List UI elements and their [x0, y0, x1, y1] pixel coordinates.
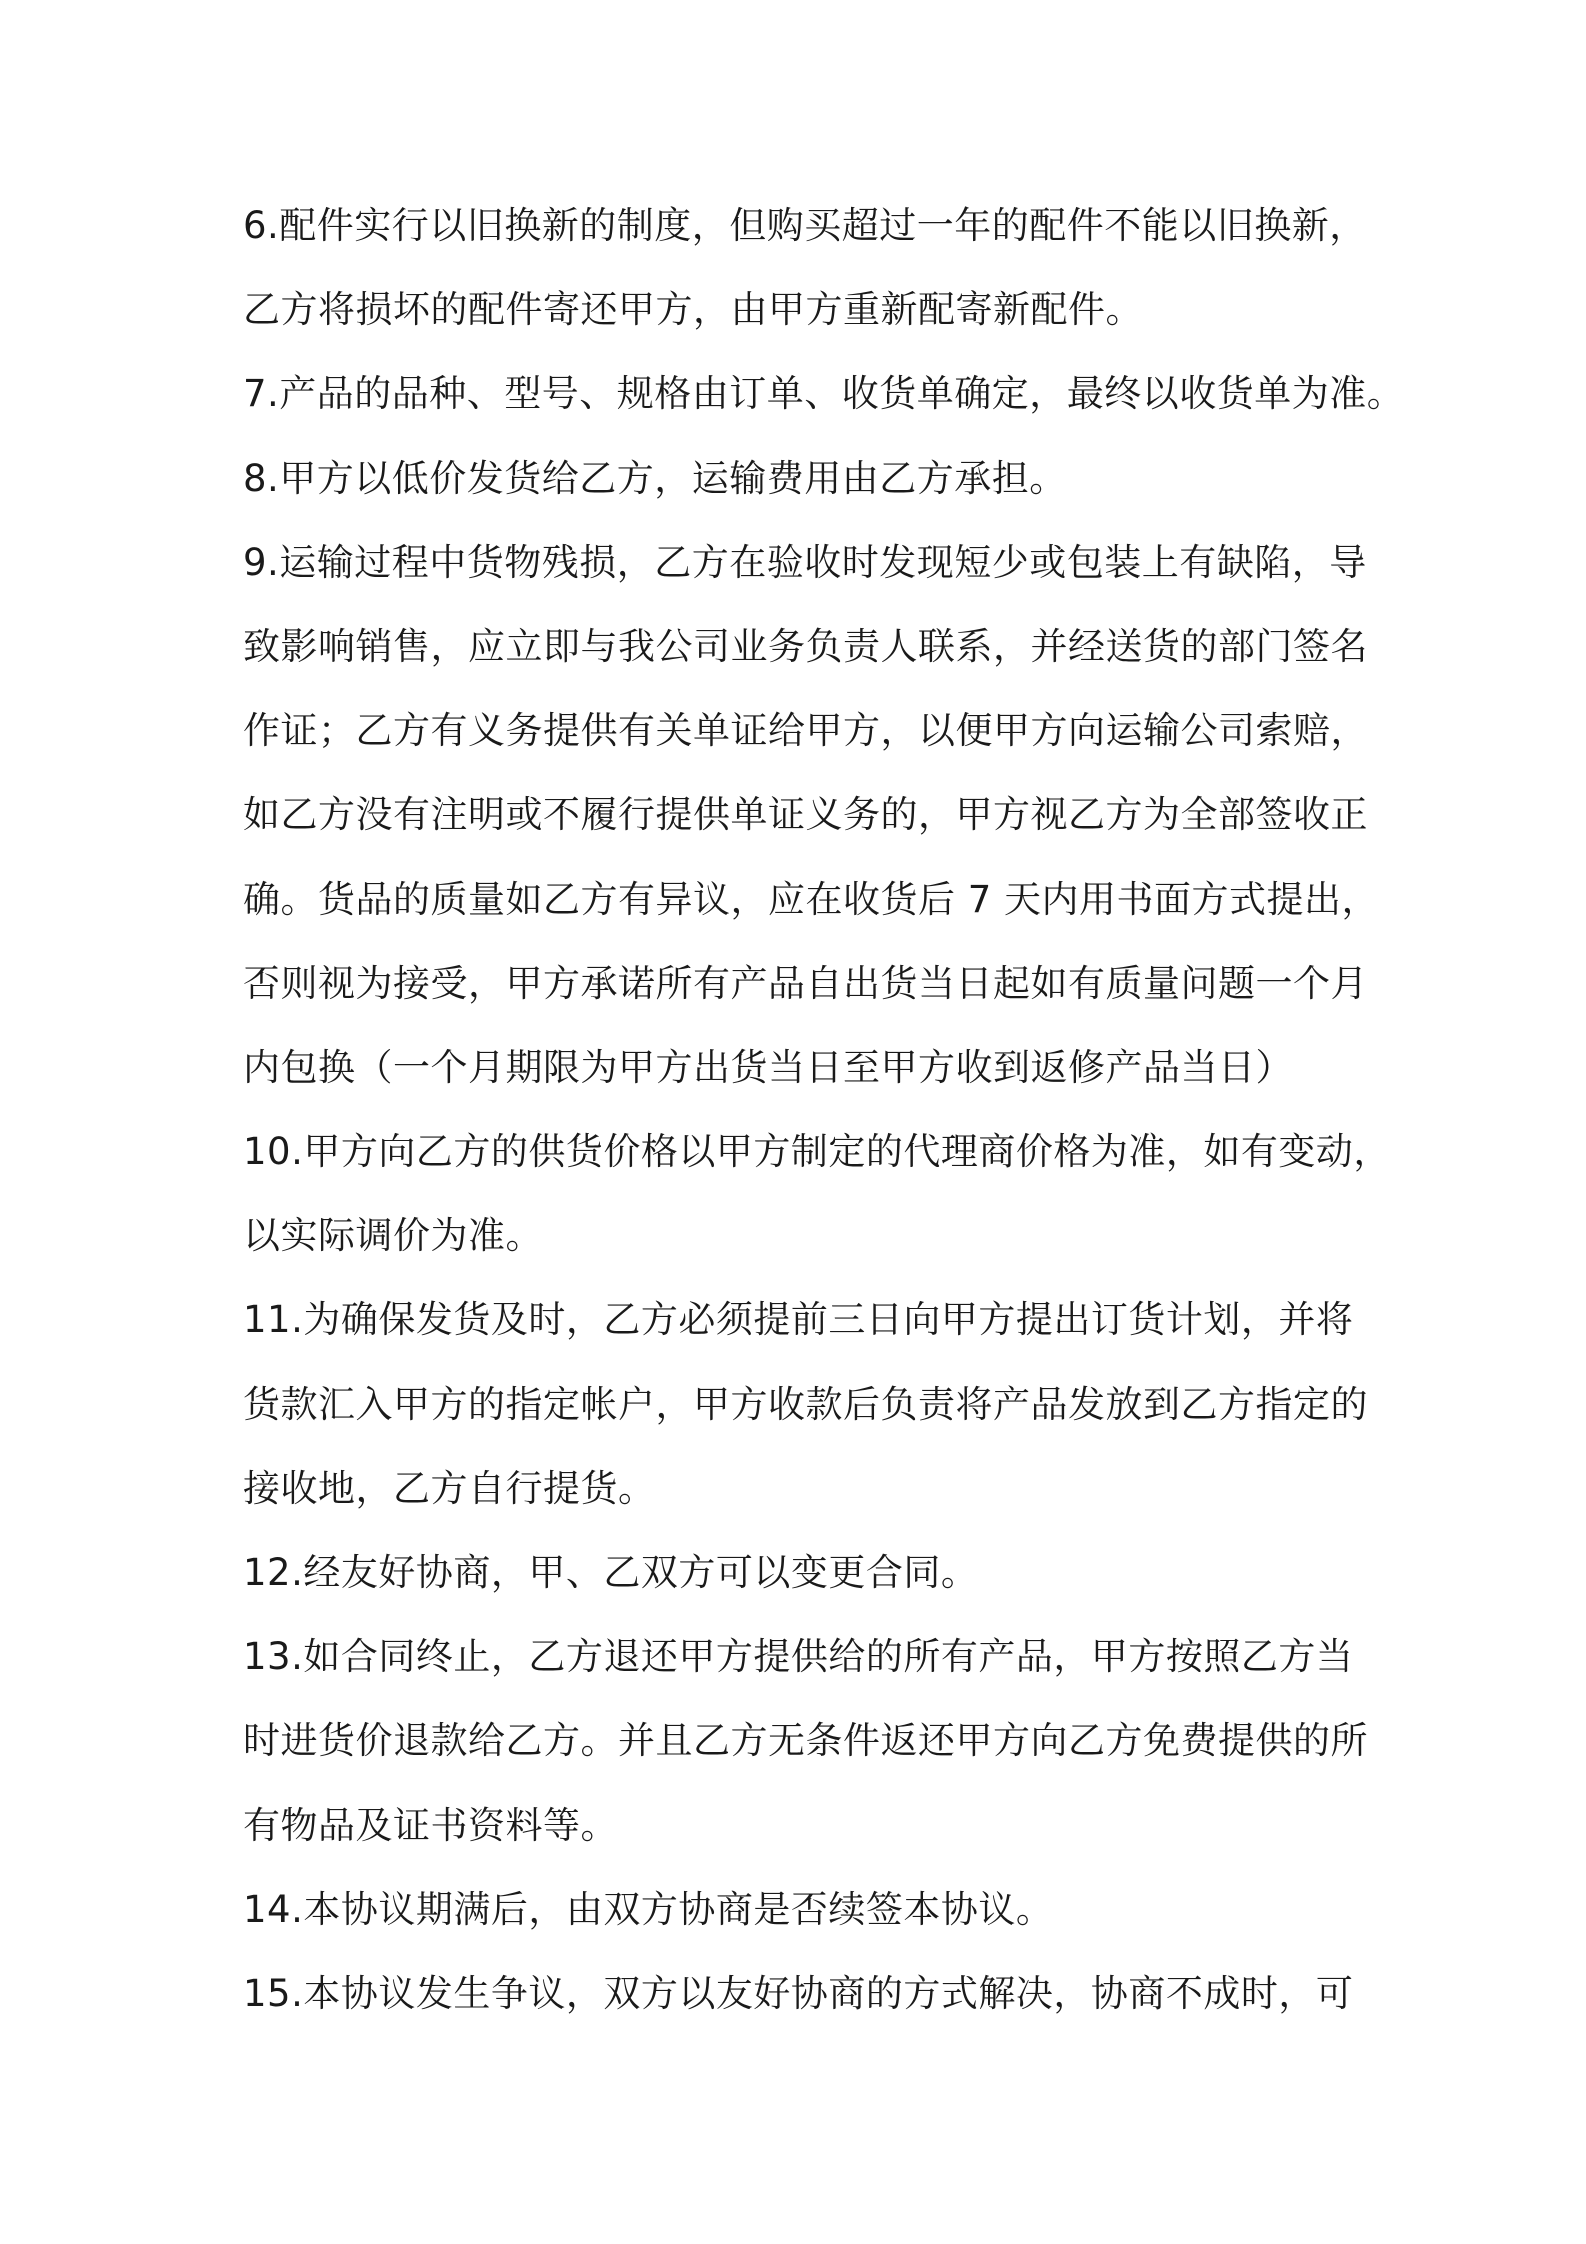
clause-text-line: 9.运输过程中货物残损，乙方在验收时发现短少或包装上有缺陷，导: [243, 540, 1367, 584]
clause-text-line: 6.配件实行以旧换新的制度，但购买超过一年的配件不能以旧换新，: [243, 204, 1367, 247]
clause-text-line: 15.本协议发生争议，双方以友好协商的方式解决，协商不成时，可: [243, 1971, 1354, 2015]
clause-14: [243, 1880, 1363, 1964]
clause-text-line: 接收地，乙方自行提货。: [243, 1466, 656, 1510]
clause-7: [243, 364, 1405, 448]
clause-text-line: 否则视为接受，甲方承诺所有产品自出货当日起如有质量问题一个月: [243, 961, 1368, 1005]
clause-text-line: 如乙方没有注明或不履行提供单证义务的，甲方视乙方为全部签收正: [243, 793, 1368, 837]
clause-text-line: 致影响销售，应立即与我公司业务负责人联系，并经送货的部门签名: [243, 624, 1368, 668]
clause-text-line: 13.如合同终止，乙方退还甲方提供给的所有产品，甲方按照乙方当: [243, 1635, 1354, 1679]
clause-13: [243, 1627, 1368, 1880]
clause-text-line: 时进货价退款给乙方。并且乙方无条件返还甲方向乙方免费提供的所: [243, 1719, 1368, 1763]
clause-text-line: 14.本协议期满后，由双方协商是否续签本协议。: [243, 1887, 1054, 1931]
clause-9: [243, 533, 1380, 1122]
clause-text-line: 乙方将损坏的配件寄还甲方，由甲方重新配寄新配件。: [243, 288, 1143, 332]
clause-text-line: 作证；乙方有义务提供有关单证给甲方，以便甲方向运输公司索赔，: [243, 709, 1368, 753]
clause-8: [243, 449, 1363, 533]
clause-10: [243, 1122, 1391, 1290]
clause-11: [243, 1290, 1368, 1543]
clause-text-line: 12.经友好协商，甲、乙双方可以变更合同。: [243, 1551, 979, 1594]
clause-text-line: 7.产品的品种、型号、规格由订单、收货单确定，最终以收货单为准。: [243, 372, 1405, 416]
clause-text-line: 11.为确保发货及时，乙方必须提前三日向甲方提出订货计划，并将: [243, 1298, 1354, 1342]
clause-15: [243, 1964, 1363, 2048]
clause-text-line: 8.甲方以低价发货给乙方，运输费用由乙方承担。: [243, 456, 1067, 500]
clause-text-line: 10.甲方向乙方的供货价格以甲方制定的代理商价格为准，如有变动，: [243, 1130, 1391, 1174]
clause-12: [243, 1543, 1363, 1627]
clause-6: [243, 196, 1367, 364]
clause-text-line: 确。货品的质量如乙方有异议，应在收货后 7 天内用书面方式提出，: [243, 877, 1380, 921]
clause-text-line: 内包换（一个月期限为甲方出货当日至甲方收到返修产品当日）: [243, 1045, 1293, 1089]
clause-text-line: 有物品及证书资料等。: [243, 1803, 618, 1847]
clause-text-line: 以实际调价为准。: [243, 1214, 543, 1258]
clause-text-line: 货款汇入甲方的指定帐户，甲方收款后负责将产品发放到乙方指定的: [243, 1382, 1368, 1426]
document-body: [243, 196, 1405, 2048]
